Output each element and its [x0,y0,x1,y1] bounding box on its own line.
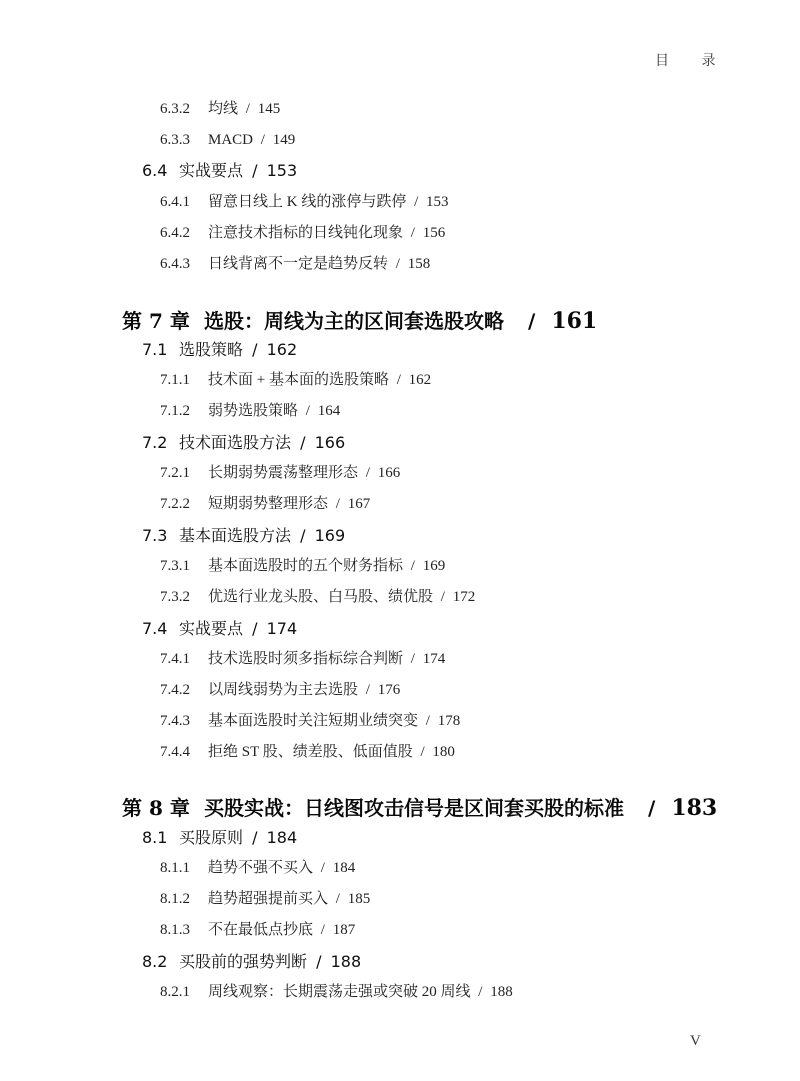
entry-title: 买股前的强势判断 [179,952,308,971]
page-separator: / [257,132,269,148]
entry-number: 6.3.3 [160,132,190,148]
entry-page: 166 [314,433,346,452]
entry-title: 留意日线上 K 线的涨停与跌停 [208,194,407,210]
toc-entry-7-1-2 [160,404,340,419]
entry-title: 趋势不强不买入 [208,860,314,876]
entry-page: 174 [422,651,446,667]
entry-number: 7.1.2 [160,403,190,419]
entry-title: 实战要点 [179,161,244,180]
chapter-title: 选股：周线为主的区间套选股攻略 [204,309,504,333]
entry-title: 实战要点 [179,619,244,638]
toc-entry-7-2-1 [160,466,400,481]
page-separator: / [247,619,263,638]
page-separator: / [317,922,329,938]
entry-number: 7.4.4 [160,744,190,760]
entry-number: 6.4.2 [160,225,190,241]
page-separator: / [392,372,405,388]
entry-title: 以周线弱势为主去选股 [208,682,359,698]
toc-entry-6-4-1 [160,195,449,210]
running-header: 目 录 [655,53,730,69]
page-separator: / [422,713,434,729]
toc-entry-6-3-3 [160,133,295,148]
page-separator: / [332,496,344,512]
toc-entry-7-2-2 [160,497,370,512]
entry-number: 7.4.2 [160,682,190,698]
entry-title: 拒绝 ST 股、绩差股、低面值股 [208,744,413,760]
entry-number: 8.1.3 [160,922,190,938]
entry-title: 选股策略 [179,340,244,359]
toc-entry-6-3-2 [160,102,280,117]
entry-number: 8.2.1 [160,984,190,1000]
page-separator: / [247,161,263,180]
toc-entry-8-1-3 [160,923,355,938]
entry-title: 短期弱势整理形态 [208,496,329,512]
page-number: V [690,1033,701,1049]
toc-entry-7-4-4 [160,745,455,760]
entry-page: 178 [437,713,461,729]
entry-number: 7.1 [142,340,168,359]
entry-title: MACD [208,132,254,148]
toc-entry-7-4 [142,621,297,637]
page-separator: / [474,984,487,1000]
page-separator: / [311,952,327,971]
entry-page: 145 [257,101,281,117]
entry-title: 技术面选股方法 [179,433,292,452]
entry-title: 基本面选股时关注短期业绩突变 [208,713,419,729]
entry-page: 184 [332,860,356,876]
entry-title: 弱势选股策略 [208,403,299,419]
entry-page: 169 [314,526,346,545]
entry-title: 基本面选股时的五个财务指标 [208,558,404,574]
entry-number: 7.2 [142,433,168,452]
toc-entry-8-1-2 [160,892,370,907]
entry-page: 187 [332,922,356,938]
entry-number: 7.4.1 [160,651,190,667]
page-separator: / [247,340,263,359]
entry-page: 164 [317,403,341,419]
entry-title: 优选行业龙头股、白马股、绩优股 [208,589,434,605]
entry-title: 周线观察：长期震荡走强或突破 20 周线 [208,984,471,1000]
entry-page: 169 [422,558,446,574]
toc-entry-6-4-2 [160,226,445,241]
entry-page: 156 [422,225,446,241]
chapter-page: 161 [551,308,598,334]
entry-number: 8.1.2 [160,891,190,907]
entry-page: 158 [407,256,431,272]
entry-title: 注意技术指标的日线钝化现象 [208,225,404,241]
toc-chapter-7 [122,310,597,332]
toc-entry-8-1 [142,830,297,846]
entry-page: 162 [266,340,298,359]
toc-entry-7-3 [142,528,345,544]
toc-entry-6-4 [142,163,297,179]
page-separator: / [362,465,374,481]
entry-page: 167 [347,496,371,512]
page-separator: / [295,526,311,545]
entry-number: 8.2 [142,952,168,971]
entry-number: 7.1.1 [160,372,190,388]
entry-number: 7.3.2 [160,589,190,605]
chapter-page: 183 [671,795,718,821]
page-separator: / [648,796,656,820]
entry-number: 7.3 [142,526,168,545]
entry-title: 基本面选股方法 [179,526,292,545]
entry-number: 6.4.3 [160,256,190,272]
entry-page: 153 [266,161,298,180]
page-separator: / [407,651,419,667]
chapter-number: 第 7 章 [122,309,190,333]
entry-number: 7.4.3 [160,713,190,729]
toc-entry-7-4-2 [160,683,400,698]
entry-title: 买股原则 [179,828,244,847]
page-separator: / [295,433,311,452]
toc-entry-7-1 [142,342,297,358]
page-separator: / [407,558,419,574]
page-separator: / [302,403,314,419]
entry-page: 172 [452,589,476,605]
toc-entry-6-4-3 [160,257,430,272]
toc-entry-7-4-3 [160,714,460,729]
toc-entry-8-1-1 [160,861,355,876]
chapter-title: 买股实战：日线图攻击信号是区间套买股的标准 [204,796,624,820]
page-separator: / [392,256,404,272]
entry-title: 趋势超强提前买入 [208,891,329,907]
page-separator: / [528,309,536,333]
entry-page: 185 [347,891,371,907]
toc-entry-7-3-2 [160,590,475,605]
toc-entry-7-1-1 [160,373,431,388]
entry-number: 6.3.2 [160,101,190,117]
toc-entry-7-2 [142,435,345,451]
toc-entry-8-2-1 [160,985,513,1000]
entry-number: 7.3.1 [160,558,190,574]
toc-entry-7-3-1 [160,559,445,574]
entry-number: 7.2.1 [160,465,190,481]
entry-title: 不在最低点抄底 [208,922,314,938]
entry-page: 166 [377,465,401,481]
page-separator: / [317,860,329,876]
entry-page: 188 [330,952,362,971]
entry-page: 149 [272,132,296,148]
toc-chapter-8 [122,797,717,819]
page-separator: / [332,891,344,907]
entry-page: 188 [490,984,513,1000]
page-separator: / [362,682,374,698]
toc-entry-8-2 [142,954,361,970]
chapter-number: 第 8 章 [122,796,190,820]
page-separator: / [437,589,449,605]
page-separator: / [407,225,419,241]
entry-page: 176 [377,682,401,698]
toc-entry-7-4-1 [160,652,445,667]
entry-title: 技术选股时须多指标综合判断 [208,651,404,667]
entry-title: 长期弱势震荡整理形态 [208,465,359,481]
entry-number: 7.2.2 [160,496,190,512]
page-separator: / [242,101,254,117]
page-separator: / [410,194,423,210]
page-separator: / [247,828,263,847]
entry-number: 8.1 [142,828,168,847]
entry-number: 6.4.1 [160,194,190,210]
entry-page: 174 [266,619,298,638]
entry-title: 均线 [208,101,239,117]
entry-title: 技术面 + 基本面的选股策略 [208,372,389,388]
page-separator: / [416,744,429,760]
entry-number: 7.4 [142,619,168,638]
entry-page: 180 [432,744,455,760]
entry-page: 153 [426,194,449,210]
entry-number: 8.1.1 [160,860,190,876]
entry-page: 162 [408,372,432,388]
entry-page: 184 [266,828,298,847]
entry-number: 6.4 [142,161,168,180]
entry-title: 日线背离不一定是趋势反转 [208,256,389,272]
